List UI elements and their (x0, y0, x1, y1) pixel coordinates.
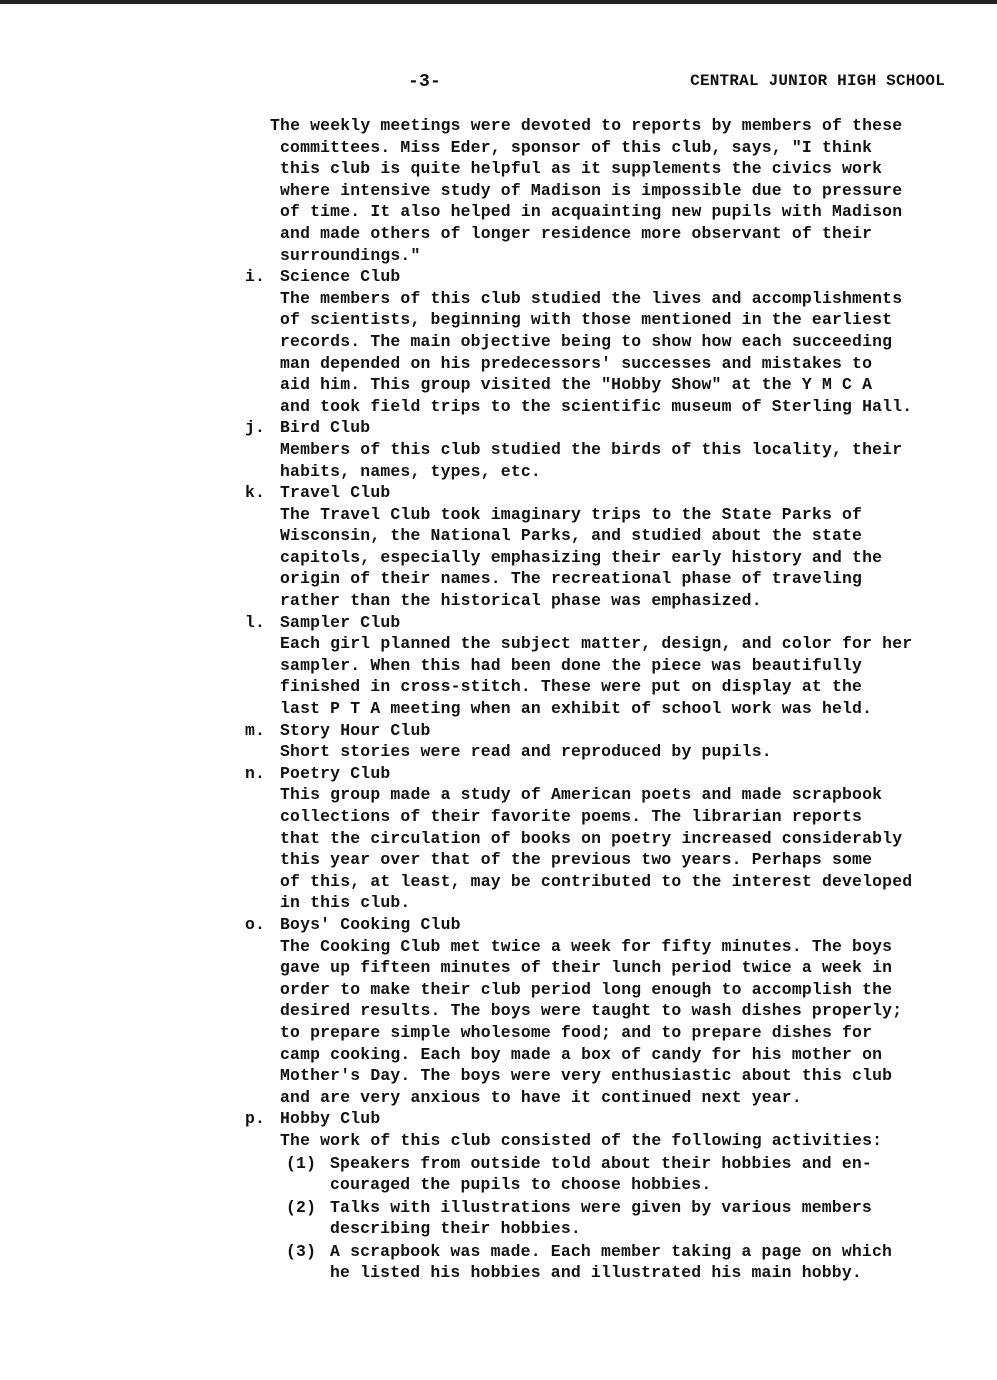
text-line: and made others of longer residence more observant of their (280, 223, 873, 243)
club-section-hobby (245, 1108, 960, 1284)
text-line: sampler. When this had been done the piece was beautifully (280, 655, 863, 675)
intro-paragraph (270, 115, 960, 266)
text-line: this club is quite helpful as it supplements the civics work (280, 159, 883, 179)
list-marker: j. (245, 418, 266, 438)
activity-item (280, 1197, 960, 1240)
text-line: of scientists, beginning with those mentioned in the earliest (280, 310, 893, 330)
club-heading: Bird Club (280, 418, 371, 438)
text-line: order to make their club period long enough to accomplish the (280, 979, 893, 999)
text-line: that the circulation of books on poetry increased considerably (280, 828, 903, 848)
text-line: he listed his hobbies and illustrated his main hobby. (330, 1263, 862, 1283)
text-line: The work of this club consisted of the following activities: (280, 1130, 883, 1150)
activity-item (280, 1241, 960, 1284)
list-marker: n. (245, 763, 266, 783)
club-section-science (245, 266, 960, 417)
list-marker: i. (245, 267, 266, 287)
list-marker: l. (245, 612, 266, 632)
text-line: and took field trips to the scientific museum of Sterling Hall. (280, 396, 913, 416)
text-line: Talks with illustrations were given by various members (330, 1197, 872, 1217)
club-description (270, 633, 960, 719)
club-section-poetry (245, 763, 960, 914)
list-marker: o. (245, 914, 266, 934)
activity-number: (1) (286, 1153, 317, 1173)
club-section-sampler (245, 612, 960, 720)
text-line: camp cooking. Each boy made a box of candy for his mother on (280, 1044, 883, 1064)
page-number: -3- (408, 72, 442, 92)
text-line: Mother's Day. The boys were very enthusiastic about this club (280, 1066, 893, 1086)
club-description (270, 1130, 960, 1284)
text-line: A scrapbook was made. Each member taking a page on which (330, 1241, 893, 1261)
text-line: describing their hobbies. (330, 1219, 581, 1239)
text-line: Each girl planned the subject matter, design, and color for her (280, 634, 913, 654)
text-line: where intensive study of Madison is impossible due to pressure (280, 180, 903, 200)
text-line: Short stories were read and reproduced by pupils. (280, 742, 772, 762)
list-marker: k. (245, 483, 266, 503)
text-line: and are very anxious to have it continued next year. (280, 1087, 802, 1107)
school-name-header: CENTRAL JUNIOR HIGH SCHOOL (690, 72, 945, 90)
list-marker: m. (245, 720, 266, 740)
club-description (270, 741, 960, 763)
text-line: collections of their favorite poems. The librarian reports (280, 807, 863, 826)
text-line: The Travel Club took imaginary trips to the State Parks of (280, 504, 863, 524)
text-line: The Cooking Club met twice a week for fifty minutes. The boys (280, 936, 893, 956)
club-description (270, 784, 960, 914)
club-description (270, 288, 960, 418)
club-section-travel (245, 482, 960, 612)
club-heading: Hobby Club (280, 1109, 381, 1129)
club-heading: Boys' Cooking Club (280, 914, 461, 934)
text-line: last P T A meeting when an exhibit of school work was held. (280, 699, 873, 719)
club-heading: Sampler Club (280, 612, 401, 632)
text-line: in this club. (280, 893, 411, 913)
page-top-edge (0, 0, 997, 4)
text-line: couraged the pupils to choose hobbies. (330, 1175, 712, 1195)
text-line: habits, names, types, etc. (280, 461, 541, 481)
text-line: origin of their names. The recreational phase of traveling (280, 569, 863, 589)
activity-item (280, 1153, 960, 1196)
club-description (270, 936, 960, 1109)
text-line: finished in cross-stitch. These were put on display at the (280, 677, 863, 697)
activity-number: (2) (286, 1197, 317, 1217)
text-line: surroundings." (280, 245, 421, 265)
club-heading: Travel Club (280, 483, 391, 503)
text-line: of this, at least, may be contributed to the interest developed (280, 871, 913, 891)
club-description (270, 504, 960, 612)
text-line: desired results. The boys were taught to wash dishes properly; (280, 1001, 903, 1021)
text-line: aid him. This group visited the "Hobby Show" at the Y M C A (280, 375, 873, 395)
document-body (245, 115, 960, 1284)
text-line: man depended on his predecessors' successes and mistakes to (280, 353, 873, 373)
text-line: Members of this club studied the birds of this locality, their (280, 439, 903, 459)
activity-number: (3) (286, 1241, 317, 1261)
text-line: records. The main objective being to show how each succeeding (280, 331, 893, 351)
text-line: Wisconsin, the National Parks, and studied about the state (280, 526, 863, 546)
text-line: The weekly meetings were devoted to reports by members of these (270, 116, 903, 135)
text-line: This group made a study of American poets and made scrapbook (280, 785, 883, 805)
text-line: capitols, especially emphasizing their early history and the (280, 547, 883, 567)
club-heading: Science Club (280, 267, 401, 287)
text-line: The members of this club studied the lives and accomplishments (280, 288, 903, 308)
text-line: gave up fifteen minutes of their lunch period twice a week in (280, 958, 893, 978)
list-marker: p. (245, 1109, 266, 1129)
club-section-cooking (245, 914, 960, 1108)
club-section-story-hour (245, 720, 960, 763)
text-line: committees. Miss Eder, sponsor of this club, says, "I think (280, 137, 873, 157)
club-heading: Story Hour Club (280, 720, 431, 740)
text-line: this year over that of the previous two years. Perhaps some (280, 850, 873, 870)
text-line: rather than the historical phase was emphasized. (280, 591, 762, 611)
club-heading: Poetry Club (280, 763, 391, 783)
text-line: to prepare simple wholesome food; and to prepare dishes for (280, 1022, 873, 1042)
text-line: of time. It also helped in acquainting new pupils with Madison (280, 202, 903, 222)
club-description (270, 439, 960, 482)
club-section-bird (245, 417, 960, 482)
text-line: Speakers from outside told about their hobbies and en- (330, 1153, 872, 1173)
